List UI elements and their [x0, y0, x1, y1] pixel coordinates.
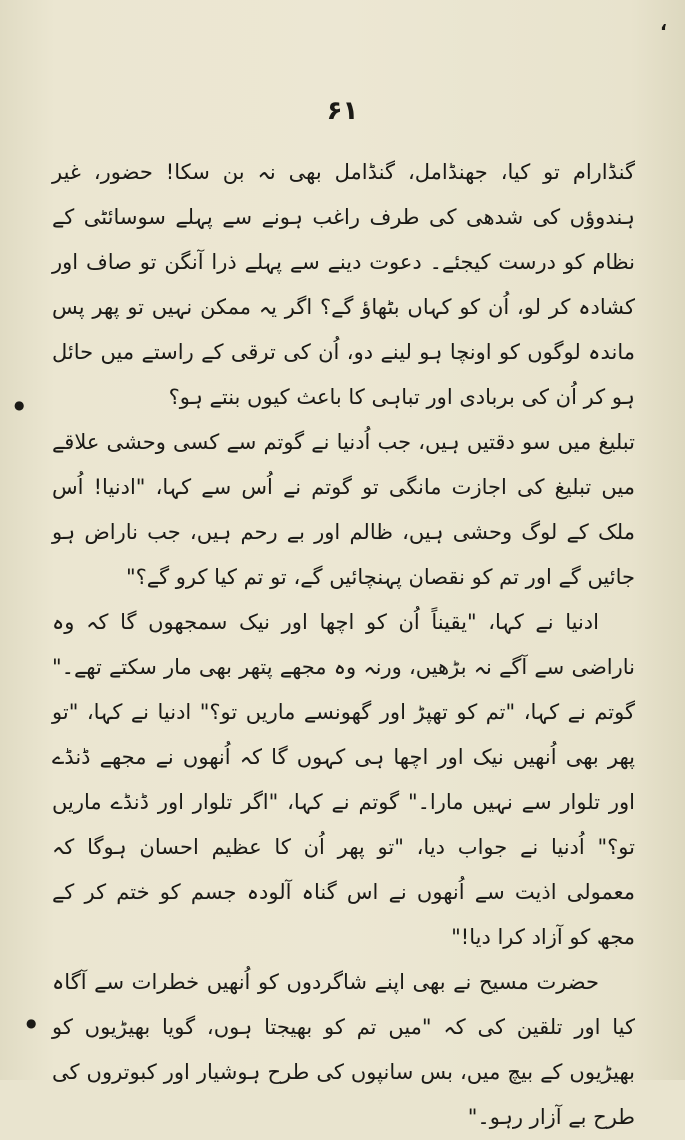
page-number: ۶۱ — [326, 96, 359, 126]
page-edge-mark: ، — [660, 14, 667, 35]
paragraph-4: حضرت مسیح نے بھی اپنے شاگردوں کو اُنھیں خطرات سے آگاہ کیا اور تلقین کی کہ "میں تم کو بھیجتا ہوں، گویا بھیڑیوں کو بھیڑیوں کے بیچ میں، بس سانپوں کی طرح ہوشیار اور کبوتروں کی طرح بے آزار رہو۔" — [52, 970, 635, 1129]
ink-dot: ● — [14, 398, 25, 412]
paragraph-2: تبلیغ میں سو دقتیں ہیں، جب اُدنیا نے گوتم سے کسی وحشی علاقے میں تبلیغ کی اجازت مانگی تو گوتم نے اُس سے کہا، "ادنیا! اُس ملک کے لوگ وحشی ہیں، ظالم اور بے رحم ہیں، جب ناراض ہو جائیں گے اور تم کو نقصان پہنچائیں گے، تو تم کیا کرو گے؟" — [52, 430, 635, 589]
ink-dot-bottom: ● — [26, 1016, 37, 1030]
paragraph-3: ادنیا نے کہا، "یقیناً اُن کو اچھا اور نیک سمجھوں گا کہ وہ ناراضی سے آگے نہ بڑھیں، ورنہ وہ مجھے پتھر بھی مار سکتے تھے۔" گوتم نے کہا، "تم کو تھپڑ اور گھونسے ماریں تو؟" ادنیا نے کہا، "تو پھر بھی اُنھیں نیک اور اچھا ہی کہوں گا کہ اُنھوں نے مجھے ڈنڈے اور تلوار سے نہیں مارا۔" گوتم نے کہا، "اگر تلوار اور ڈنڈے ماریں تو؟" اُدنیا نے جواب دیا، "تو پھر اُن کا عظیم احسان ہوگا کہ معمولی اذیت سے اُنھوں نے اس گناہ آلودہ جسم کو ختم کر کے مجھ کو آزاد کرا دیا!" — [52, 610, 635, 949]
page-text — [52, 150, 635, 1140]
paragraph-1: گنڈارام تو کیا، جھنڈامل، گنڈامل بھی نہ بن سکا! حضور، غیر ہندوؤں کی شدھی کی طرف راغب ہونے سے پہلے سوسائٹی کے نظام کو درست کیجئے۔ دعوت دینے سے پہلے ذرا آنگن تو صاف اور کشادہ کر لو، اُن کو کہاں بٹھاؤ گے؟ اگر یہ ممکن نہیں تو پھر پس ماندہ لوگوں کو اونچا ہو لینے دو، اُن کی ترقی کے راستے میں حائل ہو کر اُن کی بربادی اور تباہی کا باعث کیوں بنتے ہو؟ — [52, 160, 635, 409]
